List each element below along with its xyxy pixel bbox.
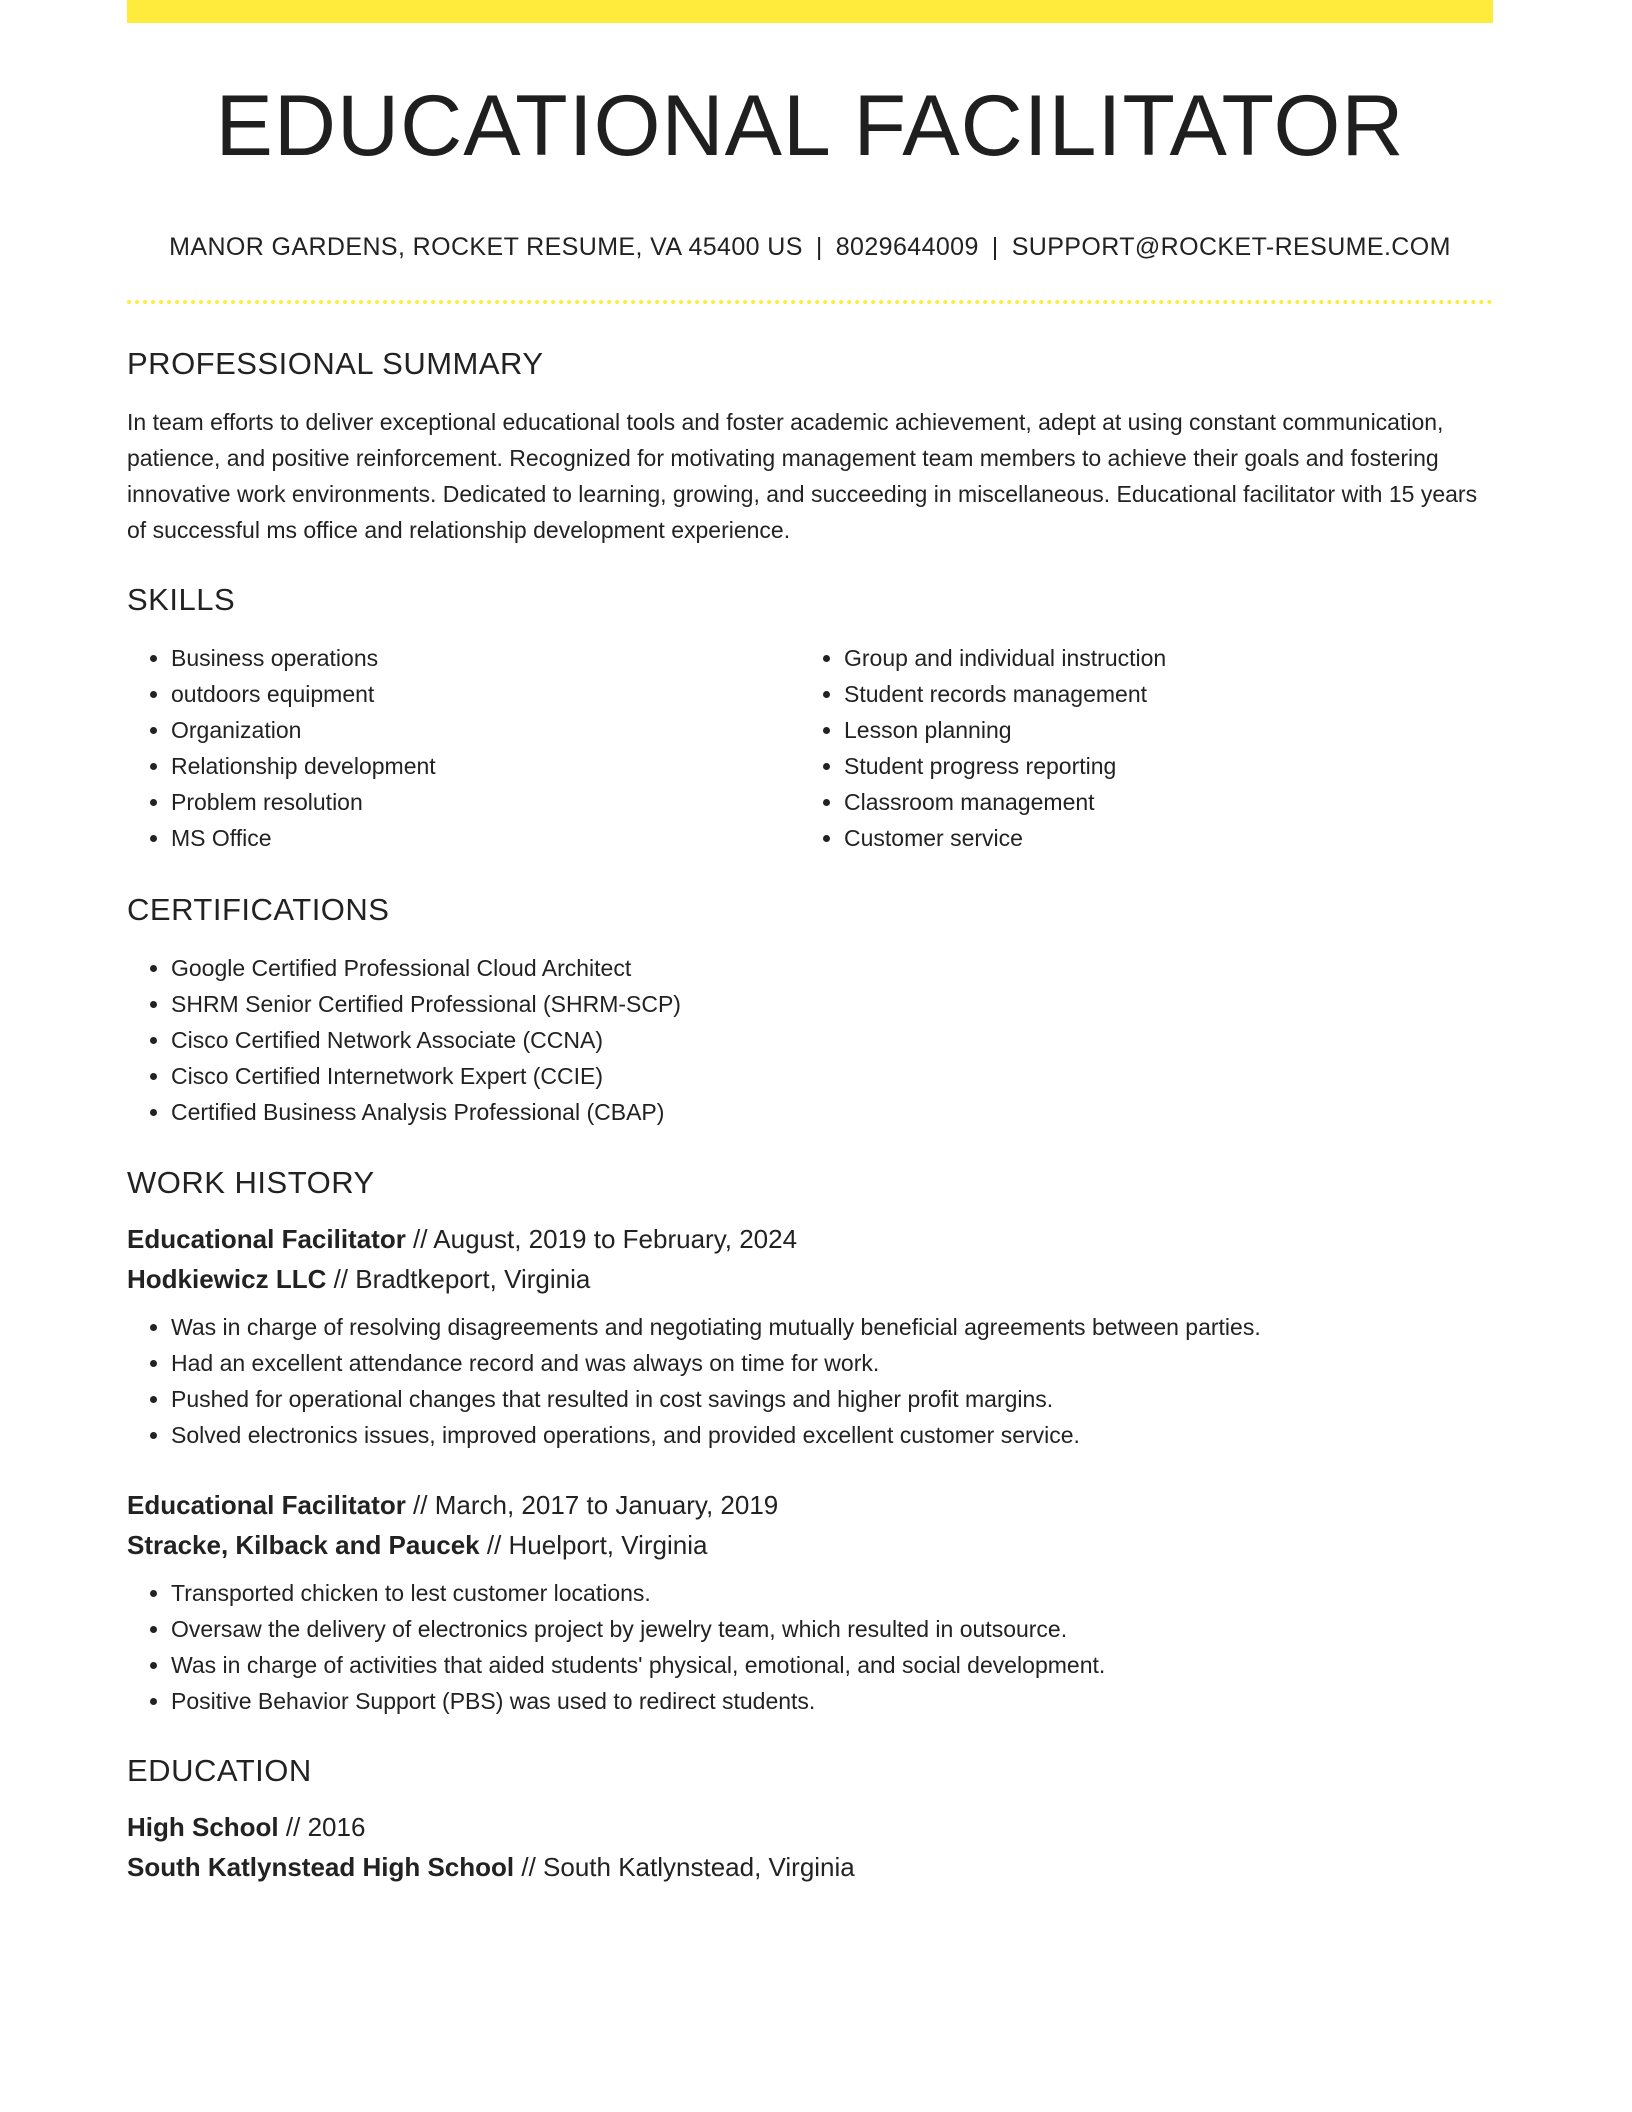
skill-item: • Business operations [171, 640, 800, 676]
skills-column-left [127, 640, 800, 856]
skill-item: • Student records management [844, 676, 1473, 712]
skills-heading: SKILLS [127, 582, 236, 617]
job-role: Educational Facilitator [127, 1224, 406, 1254]
skill-item: • Group and individual instruction [844, 640, 1473, 676]
skill-item: • Organization [171, 712, 800, 748]
skills-columns [127, 640, 1493, 856]
skills-list-left [127, 640, 800, 856]
skill-item: • Customer service [844, 820, 1473, 856]
job-company-line [127, 1259, 1493, 1299]
job-company: Stracke, Kilback and Paucek [127, 1530, 480, 1560]
summary-heading: PROFESSIONAL SUMMARY [127, 346, 544, 381]
certification-item: • Cisco Certified Network Associate (CCNA) [171, 1022, 1493, 1058]
skill-item: • Classroom management [844, 784, 1473, 820]
job-bullet: • Pushed for operational changes that resulted in cost savings and higher profit margins. [171, 1381, 1493, 1417]
job-location: // Bradtkeport, Virginia [326, 1264, 591, 1294]
education-heading: EDUCATION [127, 1753, 312, 1788]
job-dates: // August, 2019 to February, 2024 [405, 1224, 798, 1254]
skills-list-right [800, 640, 1473, 856]
certifications-list [127, 950, 1493, 1130]
skill-item: • MS Office [171, 820, 800, 856]
contact-separator: | [991, 233, 999, 261]
skill-item: • outdoors equipment [171, 676, 800, 712]
resume-name: EDUCATIONAL FACILITATOR [215, 78, 1405, 174]
contact-separator: | [815, 233, 823, 261]
job-dates: // March, 2017 to January, 2019 [405, 1490, 779, 1520]
skill-item: • Relationship development [171, 748, 800, 784]
education-entry [127, 1807, 1493, 1887]
certification-item: • Certified Business Analysis Professional (CBAP) [171, 1094, 1493, 1130]
job-title-line [127, 1219, 1493, 1259]
job-bullet: • Solved electronics issues, improved operations, and provided excellent customer service. [171, 1417, 1493, 1453]
skill-item: • Problem resolution [171, 784, 800, 820]
certification-item: • SHRM Senior Certified Professional (SHRM-SCP) [171, 986, 1493, 1022]
work-history-heading: WORK HISTORY [127, 1165, 375, 1200]
job-location: // Huelport, Virginia [479, 1530, 708, 1560]
skill-item: • Student progress reporting [844, 748, 1473, 784]
job-entry [127, 1219, 1493, 1453]
certifications-heading: CERTIFICATIONS [127, 892, 390, 927]
job-company-line [127, 1525, 1493, 1565]
header-divider [127, 300, 1493, 304]
job-bullet: • Was in charge of activities that aided students' physical, emotional, and social development. [171, 1647, 1493, 1683]
certification-item: • Cisco Certified Internetwork Expert (CCIE) [171, 1058, 1493, 1094]
top-accent-bar [127, 0, 1493, 23]
education-school: South Katlynstead High School [127, 1852, 515, 1882]
certification-item: • Google Certified Professional Cloud Architect [171, 950, 1493, 986]
job-bullets [127, 1575, 1493, 1719]
education-degree: High School [127, 1812, 279, 1842]
job-bullet: • Had an excellent attendance record and was always on time for work. [171, 1345, 1493, 1381]
summary-text: In team efforts to deliver exceptional educational tools and foster academic achievement, adept at using constant communication, patience, and positive reinforcement. Recognized for motivating management team members to achieve their goals and fostering innovative work environments. Dedicated to learning, growing, and succeeding in miscellaneous. Educational facilitator with 15 years of successful ms office and relationship development experience. [127, 409, 1478, 543]
job-bullet: • Transported chicken to lest customer locations. [171, 1575, 1493, 1611]
skill-item: • Lesson planning [844, 712, 1473, 748]
contact-line [127, 235, 1493, 260]
resume-page [127, 0, 1493, 1887]
contact-email[interactable]: SUPPORT@ROCKET-RESUME.COM [1011, 233, 1451, 261]
job-entry [127, 1485, 1493, 1719]
skills-column-right [800, 640, 1473, 856]
job-bullets [127, 1309, 1493, 1453]
job-bullet: • Was in charge of resolving disagreements and negotiating mutually beneficial agreements between parties. [171, 1309, 1493, 1345]
education-year: // 2016 [278, 1812, 366, 1842]
contact-phone: 8029644009 [835, 233, 979, 261]
education-school-line [127, 1847, 1493, 1887]
education-degree-line [127, 1807, 1493, 1847]
job-role: Educational Facilitator [127, 1490, 406, 1520]
contact-address: MANOR GARDENS, ROCKET RESUME, VA 45400 US [169, 233, 803, 261]
job-title-line [127, 1485, 1493, 1525]
job-bullet: • Positive Behavior Support (PBS) was used to redirect students. [171, 1683, 1493, 1719]
education-location: // South Katlynstead, Virginia [514, 1852, 855, 1882]
job-company: Hodkiewicz LLC [127, 1264, 327, 1294]
job-bullet: • Oversaw the delivery of electronics project by jewelry team, which resulted in outsource. [171, 1611, 1493, 1647]
